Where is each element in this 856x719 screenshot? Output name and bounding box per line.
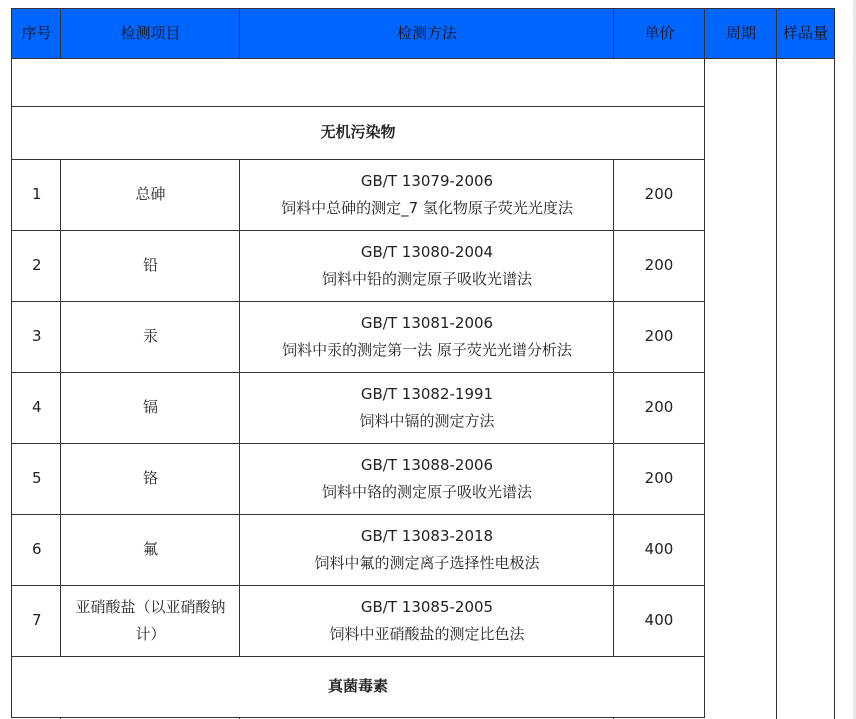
method-name: 饲料中总砷的测定_7 氢化物原子荧光光度法 [281,198,573,217]
row-no [11,585,61,657]
row-method [239,372,614,444]
row-method [239,159,614,231]
empty-row [11,58,705,107]
row-price [613,301,705,373]
row-item [60,230,240,302]
row-item [60,443,240,515]
row-no-text: 3 [32,327,42,345]
standard-code: GB/T 13085-2005 [360,597,494,616]
header-period: 周期 [704,8,777,59]
row-no-text: 4 [32,398,42,416]
standard-code: GB/T 13082-1991 [360,384,494,403]
row-price-text: 400 [644,611,674,629]
row-price [613,514,705,586]
row-no-text: 2 [32,256,42,274]
row-item-text: 亚硝酸盐（以亚硝酸钠计） [75,597,226,643]
method-name: 饲料中汞的测定第一法 原子荧光光谱分析法 [282,340,572,359]
row-no-text: 6 [32,540,42,558]
section-title: 无机污染物 [11,106,705,160]
header-method: 检测方法 [239,8,614,59]
header-item: 检测项目 [60,8,240,59]
row-price-text: 200 [644,185,674,203]
column-divider [776,58,777,719]
row-item-text: 总砷 [135,185,166,203]
row-price [613,585,705,657]
row-price-text: 200 [644,398,674,416]
row-item [60,585,240,657]
row-no [11,230,61,302]
row-no [11,514,61,586]
standard-code: GB/T 13088-2006 [360,455,494,474]
row-price-text: 400 [644,540,674,558]
row-item-text: 铅 [142,256,158,274]
row-price [613,230,705,302]
row-price-text: 200 [644,256,674,274]
row-item-text: 氟 [142,540,158,558]
method-name: 饲料中铬的测定原子吸收光谱法 [321,482,532,501]
row-price [613,443,705,515]
header-sample: 样品量 [776,8,835,59]
row-item-text: 镉 [142,398,158,416]
section-title: 真菌毒素 [11,656,705,718]
row-no-text: 5 [32,469,42,487]
row-price-text: 200 [644,327,674,345]
row-no-text: 1 [32,185,42,203]
standard-code: GB/T 13081-2006 [360,313,494,332]
method-name: 饲料中亚硝酸盐的测定比色法 [329,624,525,643]
standard-code: GB/T 13083-2018 [360,526,494,545]
row-item [60,514,240,586]
column-divider [834,58,835,719]
standard-code: GB/T 13080-2004 [360,242,494,261]
row-method [239,301,614,373]
method-name: 饲料中镉的测定方法 [359,411,495,430]
row-method [239,443,614,515]
row-no-text: 7 [32,611,42,629]
row-price-text: 200 [644,469,674,487]
row-method [239,585,614,657]
row-method [239,514,614,586]
row-price [613,372,705,444]
row-no [11,159,61,231]
method-name: 饲料中铅的测定原子吸收光谱法 [321,269,532,288]
method-name: 饲料中氟的测定离子选择性电极法 [314,553,540,572]
row-no [11,372,61,444]
standard-code: GB/T 13079-2006 [360,171,494,190]
row-item [60,159,240,231]
row-no [11,443,61,515]
header-no: 序号 [11,8,61,59]
row-item [60,301,240,373]
row-price [613,159,705,231]
row-item-text: 铬 [142,469,158,487]
row-item-text: 汞 [142,327,158,345]
header-price: 单价 [613,8,705,59]
row-method [239,230,614,302]
row-no [11,301,61,373]
row-item [60,372,240,444]
